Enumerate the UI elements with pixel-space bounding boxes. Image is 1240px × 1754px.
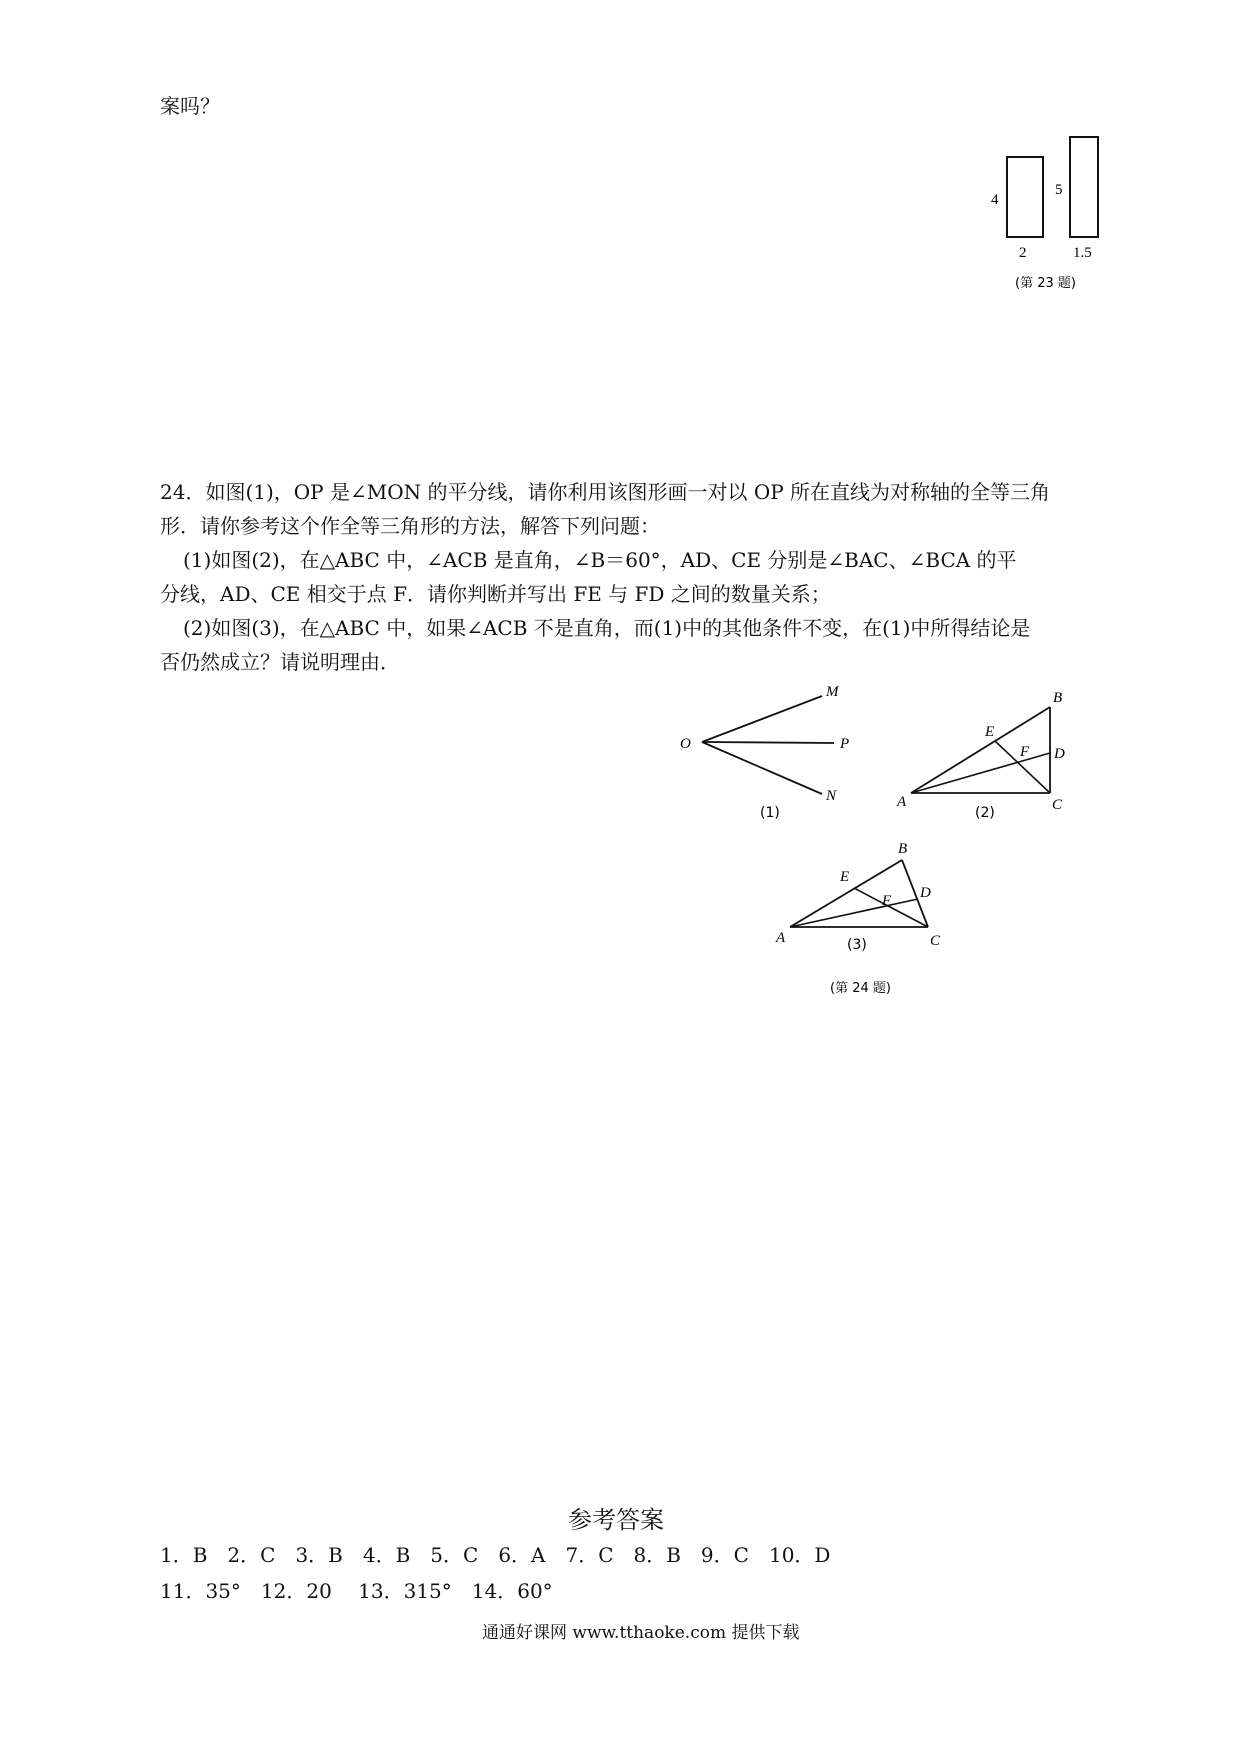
q23-caption: (第 23 题) (1015, 276, 1076, 291)
fig2-label-b: B (1053, 690, 1063, 706)
ray-op (702, 742, 834, 743)
fig3-caption: (3) (847, 937, 867, 953)
label-n: N (826, 788, 837, 804)
q24-line-3: (1)如图(2)，在△ABC 中，∠ACB 是直角，∠B＝60°，AD、CE 分别是∠BAC、∠BCA 的平 (183, 548, 1017, 572)
q24-line-2: 形．请你参考这个作全等三角形的方法，解答下列问题： (160, 514, 660, 538)
q24-line-1: 24．如图(1)，OP 是∠MON 的平分线，请你利用该图形画一对以 OP 所在直线为对称轴的全等三角 (160, 480, 1051, 504)
q24-figure-1 (670, 680, 870, 820)
answers-row-2: 11．35° 12．20 13．315° 14．60° (160, 1579, 553, 1603)
rectangle-4x2 (1007, 157, 1043, 237)
fig3-label-e: E (840, 869, 850, 885)
fig3-label-d: D (920, 885, 931, 901)
fig2-label-e: E (985, 724, 995, 740)
fig2-caption: (2) (975, 805, 995, 821)
q24-figure-2 (885, 680, 1080, 830)
label-p: P (840, 736, 850, 752)
label-m: M (826, 684, 839, 700)
fig2-label-f: F (1020, 744, 1030, 760)
rectangle-5x1-5 (1070, 137, 1098, 237)
rect1-width-label: 2 (1019, 245, 1027, 261)
fig2-label-c: C (1052, 797, 1063, 813)
q24-caption: (第 24 题) (830, 981, 891, 996)
ray-om (702, 696, 822, 742)
q23-figure (985, 125, 1135, 295)
answers-row-1: 1．B 2．C 3．B 4．B 5．C 6．A 7．C 8．B 9．C 10．D (160, 1543, 831, 1567)
q24-line-5: (2)如图(3)，在△ABC 中，如果∠ACB 不是直角，而(1)中的其他条件不变，在(1)中所得结论是 (183, 616, 1031, 640)
fig3-label-b: B (898, 841, 908, 857)
q24-figure-3 (770, 815, 980, 1010)
fig2-label-d: D (1054, 746, 1065, 762)
rect1-height-label: 4 (991, 192, 999, 208)
fig3-label-c: C (930, 933, 941, 949)
fig3-label-f: F (882, 893, 892, 909)
fig3-bisector-ad (790, 899, 918, 927)
rect2-height-label: 5 (1055, 182, 1063, 198)
q24-line-6: 否仍然成立？请说明理由． (160, 650, 400, 674)
q23-tail-text: 案吗？ (160, 94, 220, 118)
fig2-label-a: A (897, 794, 907, 810)
answers-heading: 参考答案 (568, 1506, 664, 1534)
ray-on (702, 742, 822, 794)
fig1-caption: (1) (760, 805, 780, 820)
label-o: O (680, 736, 691, 752)
footer-download-note: 通通好课网 www.tthaoke.com 提供下载 (482, 1623, 800, 1643)
q24-line-4: 分线，AD、CE 相交于点 F．请你判断并写出 FE 与 FD 之间的数量关系； (160, 582, 831, 606)
rect2-width-label: 1.5 (1073, 245, 1092, 261)
fig3-label-a: A (776, 930, 786, 946)
